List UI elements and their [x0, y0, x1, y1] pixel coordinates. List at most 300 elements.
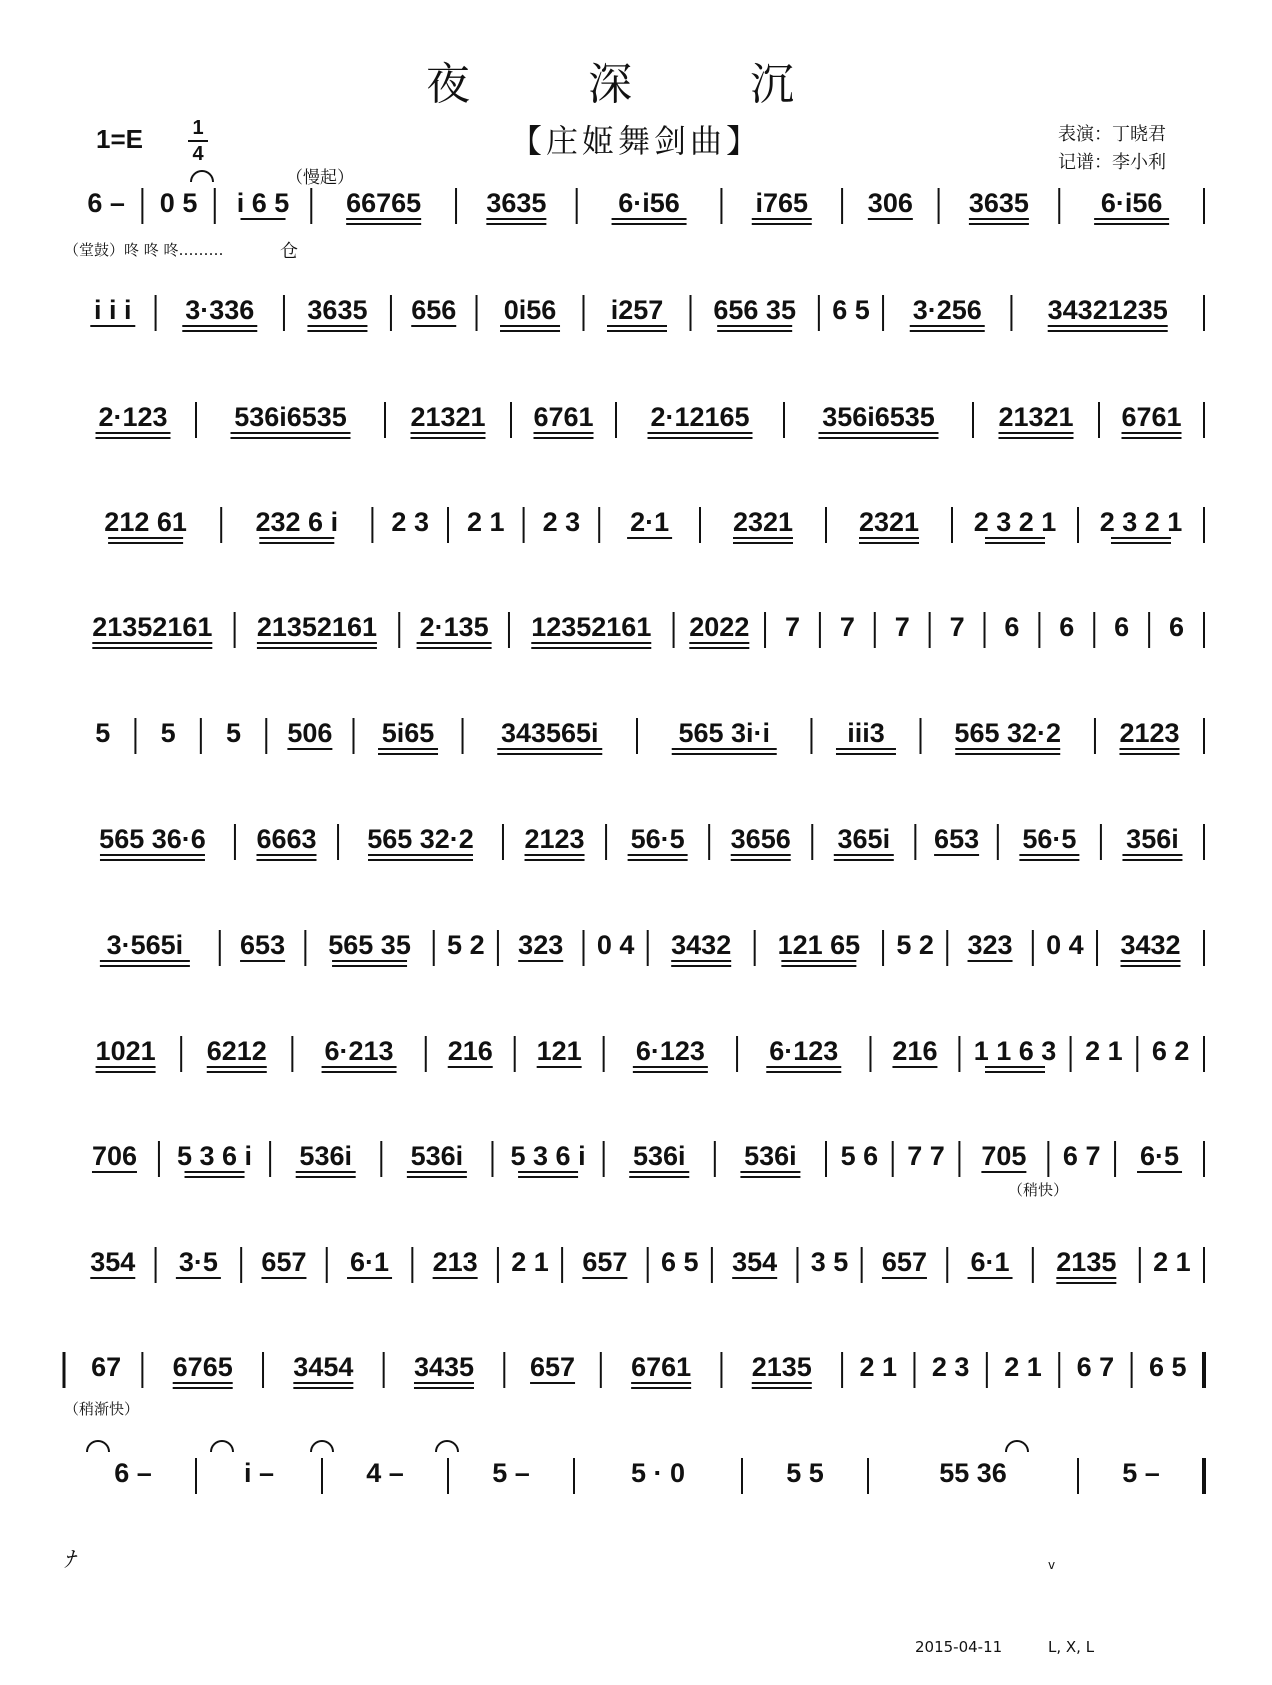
measure — [537, 1036, 582, 1067]
measure-notes: 34321235 — [1047, 295, 1168, 325]
measure-notes: 3435 — [413, 1352, 475, 1382]
measure-notes: 536i — [410, 1141, 464, 1171]
measure — [1004, 612, 1019, 642]
measure-notes: 2 1 — [467, 507, 505, 537]
measure — [907, 1141, 945, 1171]
measure-notes: 7 — [894, 612, 910, 642]
measure — [859, 507, 919, 543]
measure — [954, 718, 1061, 754]
measure — [511, 1141, 586, 1177]
score-row — [62, 1342, 1212, 1402]
segno-icon: ﾅ — [64, 1548, 76, 1573]
page-title: 夜 深 沉 — [426, 59, 846, 110]
key-signature: 1=E — [96, 124, 143, 154]
fermata-icon — [87, 1441, 109, 1452]
measure — [786, 1458, 824, 1488]
measure-notes: 5 — [226, 718, 242, 748]
measure-notes: 656 — [411, 295, 457, 325]
measure — [177, 1141, 252, 1177]
measure-notes: 6 — [1169, 612, 1185, 642]
score-row — [62, 920, 1212, 980]
measure — [1004, 1352, 1042, 1382]
measure — [597, 930, 635, 960]
time-signature-top: 1 — [192, 117, 204, 139]
measure — [840, 612, 855, 642]
measure-notes: 2321 — [732, 507, 794, 537]
measure-notes: 3432 — [1120, 930, 1181, 960]
measure-notes: 21321 — [998, 402, 1074, 432]
measure-notes: 5 – — [492, 1458, 530, 1488]
measure — [411, 295, 456, 326]
measure-notes: 6 5 — [832, 295, 870, 325]
performer-credit: 表演：丁晓君 — [1058, 124, 1166, 145]
measure — [378, 718, 438, 754]
measure — [882, 1247, 927, 1278]
measure — [1153, 1247, 1191, 1277]
score-row — [62, 602, 1212, 662]
fermata-icon — [1006, 1441, 1028, 1452]
measure-notes: 354 — [90, 1247, 136, 1277]
measure-notes: 365i — [837, 824, 891, 854]
measure — [731, 824, 791, 860]
measure-notes: 2 1 — [1153, 1247, 1191, 1277]
measure-notes: 3·565i — [106, 930, 184, 960]
measure-notes: 6212 — [206, 1036, 267, 1066]
measure — [231, 402, 351, 438]
measure — [407, 1141, 467, 1177]
measure — [689, 612, 749, 648]
tempo-mark-slightly-faster: （稍快） — [1008, 1181, 1069, 1199]
measure-notes: 6 7 — [1076, 1352, 1115, 1382]
measure-notes: 536i — [744, 1141, 797, 1171]
measure-notes: i 6 5 — [236, 188, 290, 218]
measure — [939, 1458, 1007, 1488]
measure-notes: 657 — [530, 1352, 576, 1382]
measure-notes: 3635 — [486, 188, 547, 218]
measure — [99, 824, 206, 860]
measure — [237, 188, 290, 219]
measure-notes: iii3 — [847, 718, 885, 748]
measure-notes: 5 3 6 i — [176, 1141, 253, 1171]
measure-notes: 356i — [1126, 824, 1179, 854]
measure-notes: 21321 — [410, 402, 486, 432]
measure-notes: 7 — [839, 612, 855, 642]
measure — [836, 718, 896, 754]
measure — [629, 1141, 689, 1177]
measure-notes: 2 1 — [511, 1247, 549, 1277]
measure-notes: 2·12165 — [650, 402, 750, 432]
measure-notes: 216 — [892, 1036, 938, 1066]
drum-annotation: （堂鼓）咚 咚 咚……… — [64, 241, 224, 259]
measure-notes: 6761 — [631, 1352, 692, 1382]
measure-notes: 21352161 — [92, 612, 213, 642]
measure — [91, 1352, 121, 1382]
measure-notes: 6 2 — [1151, 1036, 1190, 1066]
measure — [100, 930, 190, 966]
measure — [176, 1247, 221, 1278]
measure — [648, 402, 753, 438]
measure — [740, 1141, 800, 1177]
measure — [1063, 1141, 1101, 1171]
measure-notes: 2 3 — [931, 1352, 970, 1382]
measure-notes: 7 — [784, 612, 800, 642]
measure-notes: 5i65 — [381, 718, 435, 748]
footer-date: 2015-04-11 — [915, 1638, 1003, 1656]
measure — [934, 824, 979, 855]
breath-mark-icon: v — [1048, 1558, 1056, 1572]
measure-notes: 2123 — [1119, 718, 1180, 748]
measure — [752, 188, 812, 224]
measure — [981, 1141, 1026, 1172]
measure — [713, 295, 796, 331]
measure — [226, 718, 241, 748]
measure — [1120, 930, 1180, 966]
measure-notes: 212 61 — [104, 507, 187, 537]
measure — [974, 507, 1057, 543]
measure-notes: 653 — [934, 824, 980, 854]
measure — [950, 612, 965, 642]
measure-notes: 6663 — [256, 824, 317, 854]
measure — [256, 507, 339, 543]
measure-notes: 6·123 — [769, 1036, 839, 1066]
measure — [511, 1247, 549, 1277]
measure-notes: 2123 — [524, 824, 585, 854]
measure — [500, 295, 560, 331]
measure — [1094, 188, 1169, 224]
measure — [486, 188, 546, 224]
measure-notes: 6761 — [533, 402, 594, 432]
measure — [968, 930, 1013, 961]
measure-notes: i i i — [94, 295, 132, 325]
measure-notes: 565 36·6 — [99, 824, 206, 854]
measure — [447, 930, 485, 960]
measure-notes: 6·i56 — [1100, 188, 1163, 218]
measure — [1100, 507, 1183, 543]
measure-notes: 6 — [1004, 612, 1020, 642]
score-row — [62, 285, 1212, 345]
measure-notes: 2·135 — [419, 612, 489, 642]
measure-notes: 2 1 — [1085, 1036, 1123, 1066]
measure — [633, 1036, 708, 1072]
measure — [1077, 1352, 1115, 1382]
measure-notes: 536i6535 — [234, 402, 347, 432]
measure — [868, 188, 913, 219]
measure — [240, 930, 285, 961]
measure — [582, 1247, 627, 1278]
measure — [896, 930, 934, 960]
transcriber-credit: 记谱：李小利 — [1058, 152, 1166, 173]
measure-notes: 657 — [582, 1247, 628, 1277]
measure-notes: 705 — [981, 1141, 1027, 1171]
measure — [631, 1352, 691, 1388]
measure — [182, 295, 257, 331]
measure — [296, 1141, 356, 1177]
measure-notes: 657 — [881, 1247, 927, 1277]
measure — [346, 188, 421, 224]
measure-notes: 7 — [949, 612, 965, 642]
measure-notes: 3635 — [307, 295, 368, 325]
measure — [96, 402, 171, 438]
score-row — [62, 1237, 1212, 1297]
measure-notes: 656 35 — [713, 295, 796, 325]
measure — [287, 718, 332, 749]
measure-notes: 5 2 — [447, 930, 485, 960]
fermata-icon — [211, 1441, 233, 1452]
measure — [832, 295, 870, 325]
measure — [92, 612, 212, 648]
measure-notes: 565 32·2 — [954, 718, 1062, 748]
measure — [733, 507, 793, 543]
measure-notes: 343565i — [500, 718, 599, 748]
measure — [257, 612, 377, 648]
measure — [1149, 1352, 1187, 1382]
score-row — [62, 814, 1212, 874]
measure — [732, 1247, 777, 1278]
measure-notes: 2 3 2 1 — [973, 507, 1057, 537]
measure — [417, 612, 492, 648]
measure — [410, 402, 485, 438]
measure-notes: 6·5 — [1140, 1141, 1180, 1171]
measure-notes: 3·336 — [185, 295, 255, 325]
fermata-icon — [436, 1441, 458, 1452]
measure-notes: 3635 — [968, 188, 1029, 218]
measure — [860, 1352, 898, 1382]
measure-notes: 506 — [287, 718, 333, 748]
measure-notes: 2 3 — [391, 507, 429, 537]
measure — [161, 718, 176, 748]
measure-notes: 0 4 — [1046, 930, 1084, 960]
page-subtitle: 【庄姬舞剑曲】 — [509, 122, 762, 160]
measure — [811, 1247, 849, 1277]
measure — [1169, 612, 1184, 642]
score-row — [62, 392, 1212, 452]
time-signature-bottom: 4 — [192, 143, 204, 165]
measure-notes: 354 — [732, 1247, 778, 1277]
measure-notes: i765 — [755, 188, 809, 218]
measure-notes: 67 — [91, 1352, 122, 1382]
measure-notes: 6·213 — [324, 1036, 394, 1066]
measure-notes: 2 3 — [542, 507, 581, 537]
measure — [104, 507, 187, 543]
score-row — [62, 497, 1212, 557]
measure — [1122, 1458, 1160, 1488]
measure — [448, 1036, 493, 1067]
measure-notes: 4 – — [366, 1458, 404, 1488]
measure — [752, 1352, 812, 1388]
score-row — [62, 1448, 1212, 1508]
measure-notes: 2 3 2 1 — [1099, 507, 1183, 537]
measure-notes: 3656 — [730, 824, 791, 854]
measure-notes: 1021 — [95, 1036, 156, 1066]
measure — [173, 1352, 233, 1388]
measure-notes: 6 — [1114, 612, 1130, 642]
measure-notes: 121 65 — [777, 930, 861, 960]
measure — [895, 612, 910, 642]
measure-notes: 0 4 — [596, 930, 635, 960]
measure-notes: 1 1 6 3 — [973, 1036, 1057, 1066]
measure — [87, 188, 125, 218]
measure — [433, 1247, 478, 1278]
measure — [1048, 295, 1168, 331]
measure — [819, 402, 939, 438]
measure — [90, 1247, 135, 1278]
measure — [347, 1247, 392, 1278]
measure-notes: 6765 — [172, 1352, 233, 1382]
tempo-mark-slow-start: （慢起） — [286, 168, 354, 188]
measure-notes: 5 6 — [840, 1141, 879, 1171]
measure — [307, 295, 367, 331]
measure — [892, 1036, 937, 1067]
measure-notes: 5 5 — [786, 1458, 824, 1488]
measure — [1137, 1141, 1182, 1172]
measure — [1085, 1036, 1123, 1066]
score-row — [62, 1131, 1212, 1191]
measure — [785, 612, 800, 642]
measure — [531, 612, 651, 648]
measure-notes: 2022 — [689, 612, 750, 642]
measure-notes: 536i — [299, 1141, 352, 1171]
measure — [328, 930, 411, 966]
measure — [414, 1352, 474, 1388]
measure-notes: 2·1 — [630, 507, 670, 537]
measure — [1046, 930, 1084, 960]
measure — [910, 295, 985, 331]
cang-annotation: 仓 — [280, 241, 298, 262]
measure-notes: 12352161 — [531, 612, 652, 642]
measure — [322, 1036, 397, 1072]
measure — [497, 718, 602, 754]
measure — [114, 1458, 152, 1488]
measure-notes: 3·256 — [912, 295, 982, 325]
measure — [518, 930, 563, 961]
measure-notes: 6 – — [114, 1458, 152, 1488]
score-row — [62, 178, 1212, 238]
measure-notes: 6·1 — [350, 1247, 390, 1277]
measure-notes: 323 — [518, 930, 564, 960]
measure-notes: 6 5 — [1149, 1352, 1187, 1382]
measure — [778, 930, 861, 966]
measure-notes: 21352161 — [256, 612, 377, 642]
measure-notes: 121 — [536, 1036, 582, 1066]
measure — [932, 1352, 970, 1382]
measure-notes: 356i6535 — [822, 402, 935, 432]
measure-notes: 2135 — [1056, 1247, 1117, 1277]
measure-notes: 2 1 — [1004, 1352, 1042, 1382]
measure — [671, 930, 731, 966]
measure-notes: 7 7 — [907, 1141, 945, 1171]
measure — [1114, 612, 1129, 642]
measure — [661, 1247, 699, 1277]
measure — [492, 1458, 530, 1488]
measure — [543, 507, 581, 537]
measure — [1121, 402, 1181, 438]
measure — [968, 1247, 1013, 1278]
measure — [261, 1247, 306, 1278]
measure-notes: 2321 — [858, 507, 920, 537]
measure-notes: 565 35 — [328, 930, 411, 960]
measure — [612, 188, 687, 224]
measure-notes: 6·1 — [970, 1247, 1010, 1277]
measure — [1119, 718, 1179, 754]
measure — [969, 188, 1029, 224]
measure — [244, 1458, 274, 1488]
measure — [160, 188, 198, 218]
measure — [533, 402, 593, 438]
measure-notes: 706 — [91, 1141, 138, 1171]
measure — [391, 507, 429, 537]
measure-notes: 2135 — [751, 1352, 812, 1382]
score-row — [62, 1026, 1212, 1086]
measure-notes: 5 — [160, 718, 176, 748]
measure-notes: 6 – — [87, 188, 125, 218]
measure-notes: 323 — [967, 930, 1013, 960]
measure-notes: 0 5 — [159, 188, 198, 218]
measure-notes: 5 · 0 — [630, 1458, 686, 1488]
measure-notes: 565 3i·i — [678, 718, 771, 748]
measure — [530, 1352, 575, 1383]
measure — [95, 718, 110, 748]
measure — [841, 1141, 879, 1171]
measure — [631, 1458, 685, 1488]
measure-notes: 56·5 — [1022, 824, 1077, 854]
measure — [1059, 612, 1074, 642]
measure — [90, 295, 135, 326]
measure — [96, 1036, 156, 1072]
measure-notes: 2 1 — [859, 1352, 898, 1382]
measure-notes: 6 7 — [1062, 1141, 1101, 1171]
measure-notes: 213 — [432, 1247, 478, 1277]
tempo-mark-gradually-faster: （稍渐快） — [64, 1400, 140, 1418]
measure-notes: 3·5 — [178, 1247, 218, 1277]
measure — [627, 507, 672, 538]
fermata-icon — [191, 171, 213, 182]
measure — [834, 824, 894, 860]
measure-notes: 6·i56 — [618, 188, 680, 218]
measure — [256, 824, 316, 860]
measure-notes: 66765 — [346, 188, 422, 218]
measure — [1019, 824, 1079, 860]
measure — [628, 824, 688, 860]
measure-notes: 653 — [240, 930, 286, 960]
measure — [672, 718, 777, 754]
footer-initials: L, X, L — [1048, 1638, 1095, 1656]
measure — [467, 507, 505, 537]
measure-notes: 0i56 — [503, 295, 557, 325]
measure-notes: 6·123 — [635, 1036, 705, 1066]
measure-notes: 55 36 — [939, 1458, 1007, 1488]
measure-notes: 6761 — [1121, 402, 1182, 432]
measure-notes: 6 — [1059, 612, 1075, 642]
measure-notes: 2·123 — [98, 402, 168, 432]
measure — [367, 824, 474, 860]
measure — [607, 295, 667, 331]
measure — [524, 824, 584, 860]
measure-notes: i – — [243, 1458, 275, 1488]
measure-notes: 232 6 i — [255, 507, 339, 537]
measure-notes: 536i — [632, 1141, 686, 1171]
measure-notes: 216 — [447, 1036, 493, 1066]
measure-notes: 5 2 — [896, 930, 934, 960]
measure — [293, 1352, 353, 1388]
measure-notes: 657 — [261, 1247, 307, 1277]
fermata-icon — [311, 1441, 333, 1452]
measure-notes: i257 — [610, 295, 664, 325]
measure-notes: 6 5 — [661, 1247, 699, 1277]
measure — [998, 402, 1073, 438]
measure-notes: 3454 — [293, 1352, 354, 1382]
score-row — [62, 708, 1212, 768]
measure-notes: 56·5 — [630, 824, 685, 854]
